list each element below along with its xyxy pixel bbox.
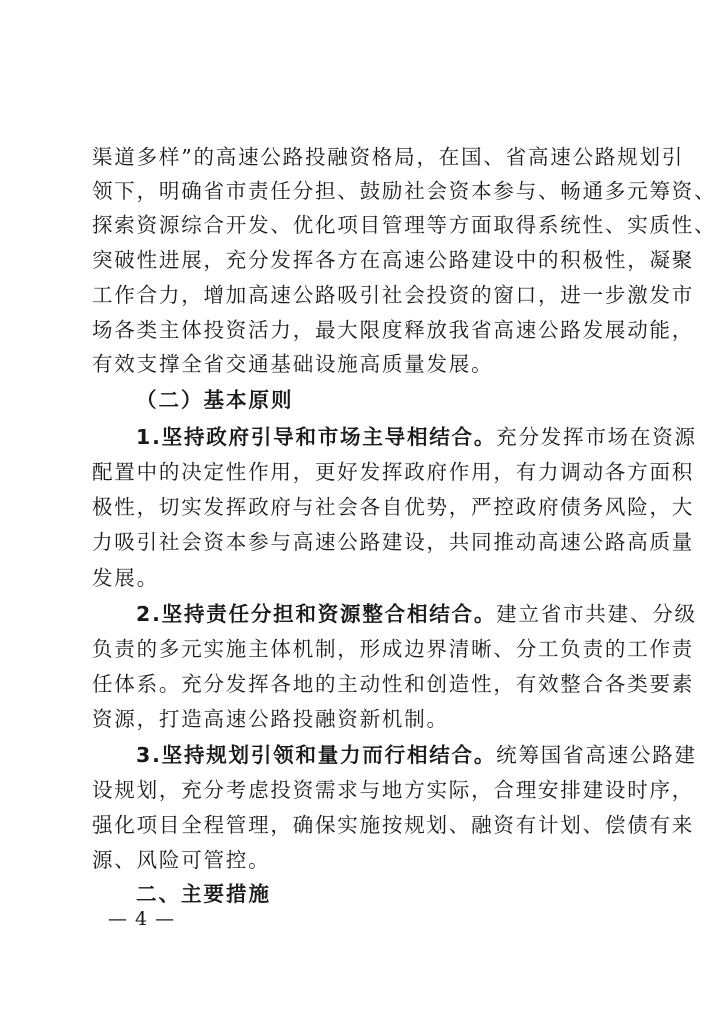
paragraph-line: 突破性进展，充分发挥各方在高速公路建设中的积极性，凝聚 <box>92 248 695 272</box>
paragraph-line: 任体系。充分发挥各地的主动性和创造性，有效整合各类要素 <box>92 672 695 696</box>
principle-3-title: 3.坚持规划引领和量力而行相结合。 <box>136 743 497 767</box>
principle-2-title: 2.坚持责任分担和资源整合相结合。 <box>136 602 497 626</box>
section-heading: （二）基本原则 <box>136 388 294 412</box>
paragraph-line: 发展。 <box>92 566 159 590</box>
paragraph-line: 强化项目全程管理，确保实施按规划、融资有计划、偿债有来 <box>92 813 695 837</box>
principle-2-first-line <box>136 597 697 631</box>
paragraph-line: 负责的多元实施主体机制，形成边界清晰、分工负责的工作责 <box>92 637 695 661</box>
principle-1-first-line <box>136 420 697 454</box>
page-number: — 4 — <box>108 908 176 930</box>
paragraph-line: 探索资源综合开发、优化项目管理等方面取得系统性、实质性、 <box>92 213 717 237</box>
principle-1-title: 1.坚持政府引导和市场主导相结合。 <box>136 425 497 449</box>
paragraph-line: 渠道多样”的高速公路投融资格局，在国、省高速公路规划引 <box>92 145 685 169</box>
principle-3-first-line <box>136 738 697 772</box>
principle-2-text: 建立省市共建、分级 <box>496 602 697 626</box>
paragraph-line: 源、风险可管控。 <box>92 848 271 872</box>
next-section-heading: 二、主要措施 <box>136 882 271 906</box>
principle-1-text: 充分发挥市场在资源 <box>496 425 697 449</box>
paragraph-line: 极性，切实发挥政府与社会各自优势，严控政府债务风险，大 <box>92 495 695 519</box>
paragraph-line: 工作合力，增加高速公路吸引社会投资的窗口，进一步激发市 <box>92 283 695 307</box>
paragraph-line: 资源，打造高速公路投融资新机制。 <box>92 707 449 731</box>
paragraph-line: 领下，明确省市责任分担、鼓励社会资本参与、畅通多元筹资、 <box>92 179 717 203</box>
paragraph-line: 场各类主体投资活力，最大限度释放我省高速公路发展动能， <box>92 318 695 342</box>
paragraph-line: 设规划，充分考虑投资需求与地方实际，合理安排建设时序， <box>92 778 695 802</box>
paragraph-line: 力吸引社会资本参与高速公路建设，共同推动高速公路高质量 <box>92 530 695 554</box>
paragraph-line: 配置中的决定性作用，更好发挥政府作用，有力调动各方面积 <box>92 460 695 484</box>
principle-3-text: 统筹国省高速公路建 <box>496 743 697 767</box>
paragraph-line: 有效支撑全省交通基础设施高质量发展。 <box>92 352 494 376</box>
